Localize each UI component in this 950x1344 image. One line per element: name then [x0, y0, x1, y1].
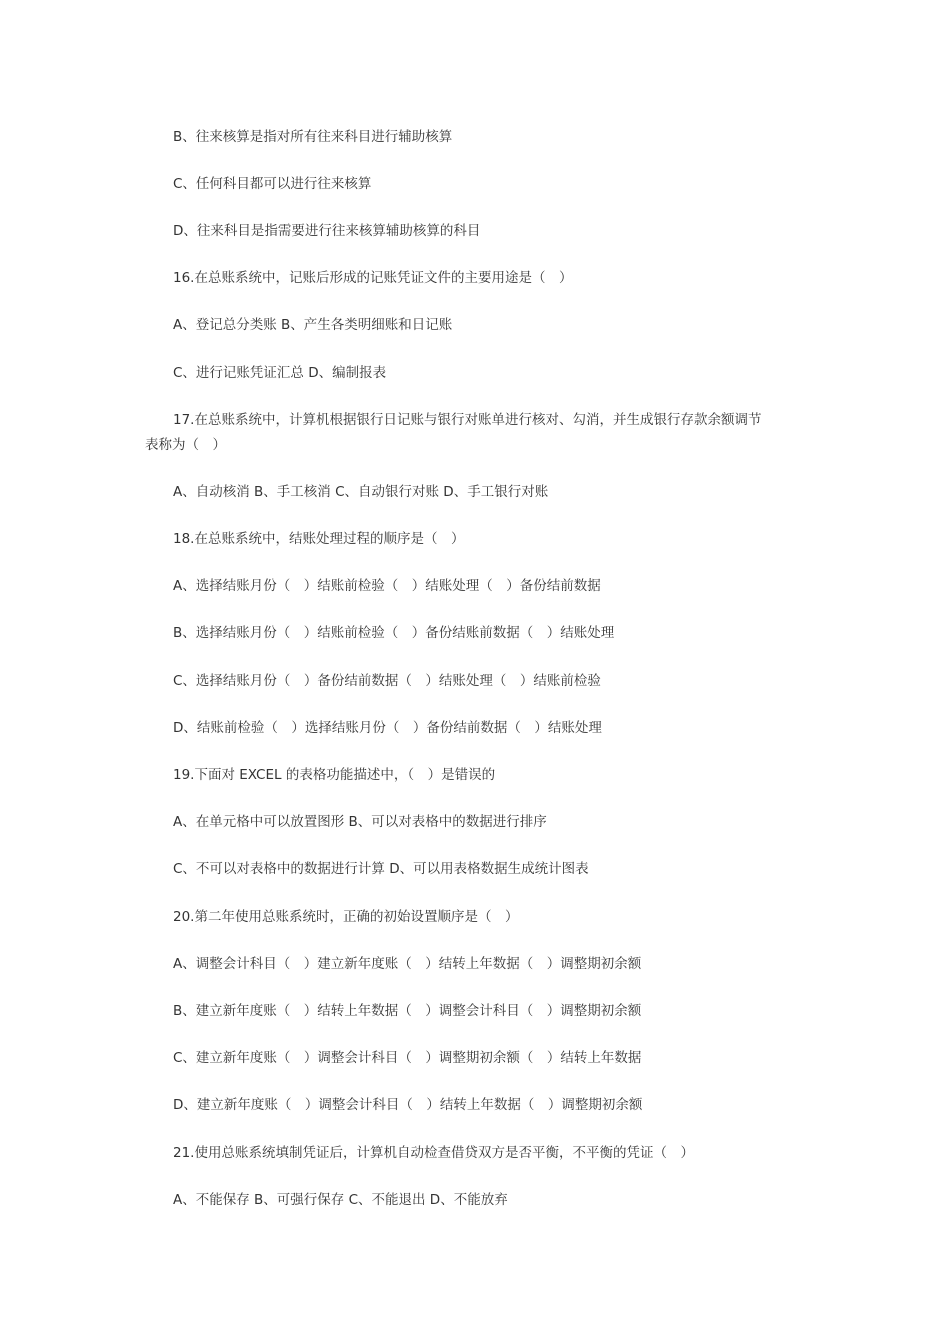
question-17-line1: 17.在总账系统中，计算机根据银行日记账与银行对账单进行核对、勾消，并生成银行存款余额调节 [173, 412, 762, 428]
option-a-20: A、调整会计科目（ ）建立新年度账（ ）结转上年数据（ ）调整期初余额 [173, 956, 642, 972]
question-17-line2: 表称为（ ） [145, 437, 226, 453]
option-b-15: B、往来核算是指对所有往来科目进行辅助核算 [173, 129, 453, 145]
question-18: 18.在总账系统中，结账处理过程的顺序是（ ） [173, 531, 465, 547]
option-a-18: A、选择结账月份（ ）结账前检验（ ）结账处理（ ）备份结前数据 [173, 578, 601, 594]
options-19-cd: C、不可以对表格中的数据进行计算 D、可以用表格数据生成统计图表 [173, 861, 589, 877]
option-b-18: B、选择结账月份（ ）结账前检验（ ）备份结账前数据（ ）结账处理 [173, 625, 615, 641]
option-c-20: C、建立新年度账（ ）调整会计科目（ ）调整期初余额（ ）结转上年数据 [173, 1050, 642, 1066]
options-19-ab: A、在单元格中可以放置图形 B、可以对表格中的数据进行排序 [173, 814, 547, 830]
option-d-18: D、结账前检验（ ）选择结账月份（ ）备份结前数据（ ）结账处理 [173, 720, 602, 736]
options-17: A、自动核消 B、手工核消 C、自动银行对账 D、手工银行对账 [173, 484, 549, 500]
option-d-20: D、建立新年度账（ ）调整会计科目（ ）结转上年数据（ ）调整期初余额 [173, 1097, 643, 1113]
question-21: 21.使用总账系统填制凭证后，计算机自动检查借贷双方是否平衡，不平衡的凭证（ ） [173, 1145, 694, 1161]
option-c-18: C、选择结账月份（ ）备份结前数据（ ）结账处理（ ）结账前检验 [173, 673, 601, 689]
options-16-ab: A、登记总分类账 B、产生各类明细账和日记账 [173, 317, 453, 333]
question-19: 19.下面对 EXCEL 的表格功能描述中，（ ）是错误的 [173, 767, 496, 783]
question-16: 16.在总账系统中，记账后形成的记账凭证文件的主要用途是（ ） [173, 270, 573, 286]
option-d-15: D、往来科目是指需要进行往来核算辅助核算的科目 [173, 223, 481, 239]
question-20: 20.第二年使用总账系统时，正确的初始设置顺序是（ ） [173, 909, 519, 925]
option-b-20: B、建立新年度账（ ）结转上年数据（ ）调整会计科目（ ）调整期初余额 [173, 1003, 642, 1019]
option-c-15: C、任何科目都可以进行往来核算 [173, 176, 372, 192]
options-16-cd: C、进行记账凭证汇总 D、编制报表 [173, 365, 387, 381]
options-21: A、不能保存 B、可强行保存 C、不能退出 D、不能放弃 [173, 1192, 508, 1208]
